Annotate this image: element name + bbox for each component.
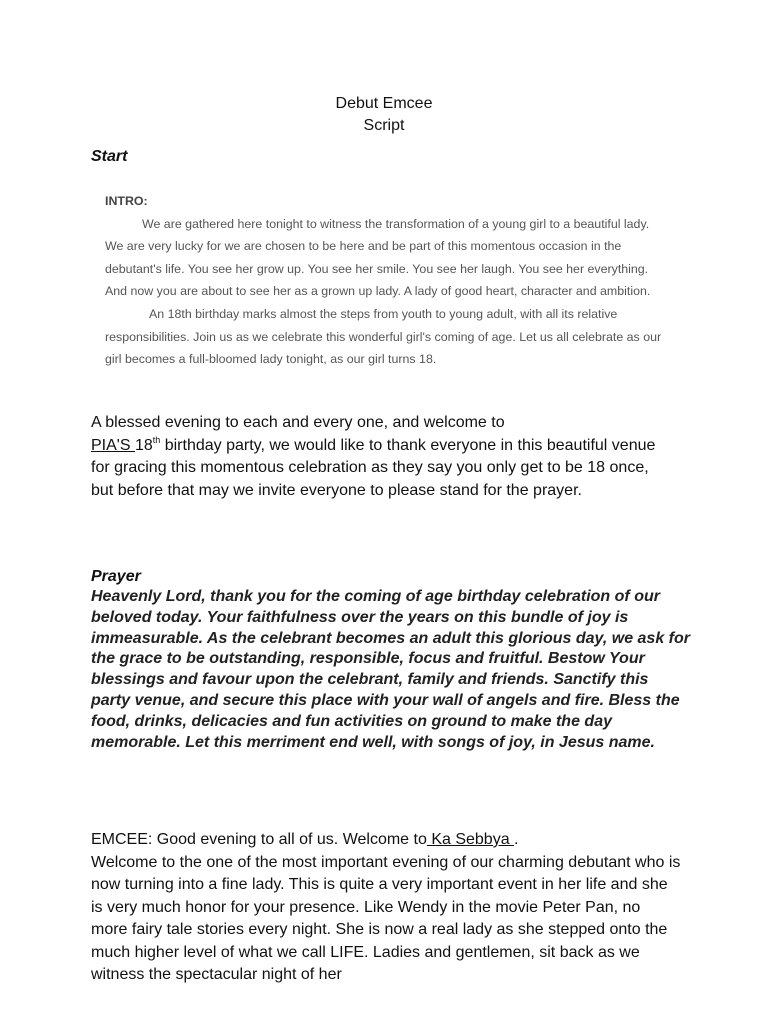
intro-block	[105, 190, 665, 371]
document-title	[0, 93, 768, 137]
emcee-after-blank: .	[514, 831, 519, 848]
emcee-text: Welcome to the one of the most important evening of our charming debutant who is now turning into a fine lady. This is quite a very important event in her life and she is very much honor for your presence. Like Wendy in the movie Peter Pan, no more fairy tale stories every night. She is now a real lady as she stepped onto the much higher level of what we call LIFE. Ladies and gentlemen, sit back as we witness the spectacular night of her	[91, 853, 681, 983]
celebrant-name-blank: PIA'S	[91, 436, 135, 454]
welcome-paragraph	[91, 412, 661, 502]
venue-blank: Ka Sebbya	[426, 831, 515, 848]
intro-paragraph-1: We are gathered here tonight to witness the transformation of a young girl to a beautiful lady. We are very lucky for we are chosen to be here and be part of this momentous occasion in the debutant's life. You see her grow up. You see her smile. You see her laugh. You see her everything. And now you are about to see her as a grown up lady. A lady of good heart, character and ambition.	[105, 216, 651, 299]
intro-paragraph-2: An 18th birthday marks almost the steps from youth to young adult, with all its relative responsibilities. Join us as we celebrate this wonderful girl's coming of age. Let us all celebrate as our girl becomes a full-bloomed lady tonight, as our girl turns 18.	[105, 306, 662, 367]
emcee-paragraph	[91, 829, 681, 987]
welcome-body	[91, 435, 661, 503]
welcome-rest: birthday party, we would like to thank everyone in this beautiful venue for gracing this momentous celebration as they say you only get to be 18 once, but before that may we invite everyone to please stand for the prayer.	[91, 436, 656, 499]
title-line-1: Debut Emcee	[335, 95, 433, 112]
emcee-lead: EMCEE: Good evening to all of us. Welcome to	[91, 831, 427, 848]
intro-label: INTRO:	[105, 194, 148, 208]
age-ordinal: th	[152, 434, 161, 445]
title-line-2: Script	[363, 117, 405, 134]
welcome-line-1: A blessed evening to each and every one, and welcome to	[91, 414, 505, 431]
age-number: 18	[134, 436, 153, 454]
prayer-heading: Prayer	[91, 568, 141, 585]
prayer-text: Heavenly Lord, thank you for the coming of age birthday celebration of our beloved today. Your faithfulness over the years on this bundle of joy is immeasurable. As the celebrant becomes an adult this glorious day, we ask for the grace to be outstanding, responsible, focus and fruitful. Bestow Your blessings and favour upon the celebrant, family and friends. Sanctify this party venue, and secure this place with your wall of angels and fire. Bless the food, drinks, delicacies and fun activities on ground to make the day memorable. Let this merriment end well, with songs of joy, in Jesus name.	[91, 588, 690, 751]
start-heading: Start	[91, 148, 128, 165]
emcee-lead-line	[91, 829, 681, 852]
